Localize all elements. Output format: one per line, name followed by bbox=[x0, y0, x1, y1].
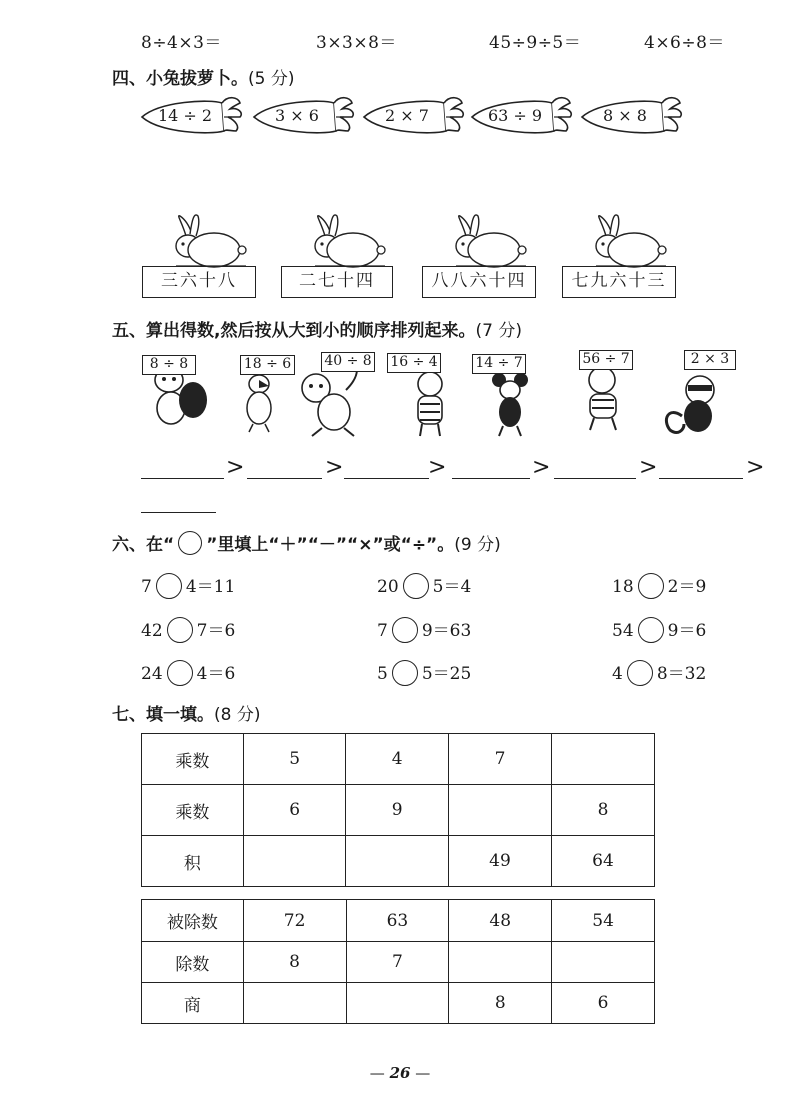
table-cell[interactable] bbox=[346, 836, 449, 887]
answer-blank[interactable] bbox=[247, 478, 322, 479]
operator-circle[interactable] bbox=[638, 573, 664, 599]
rabbit-icon bbox=[158, 212, 248, 270]
rabbit-label: 七九六十三 bbox=[562, 266, 676, 298]
section5-title: 五、算出得数,然后按从大到小的顺序排列起来。 bbox=[112, 321, 476, 341]
operator-question bbox=[377, 616, 471, 645]
operand-left: 7 bbox=[377, 621, 388, 641]
table-row-label: 积 bbox=[142, 836, 244, 887]
operator-circle[interactable] bbox=[392, 660, 418, 686]
answer-blank[interactable] bbox=[659, 478, 743, 479]
table-cell: 7 bbox=[449, 734, 552, 785]
answer-blank[interactable] bbox=[344, 478, 429, 479]
table-cell[interactable] bbox=[449, 942, 552, 983]
operator-question bbox=[141, 659, 235, 688]
expression-3: 45÷9÷5＝ bbox=[489, 33, 582, 53]
operator-question bbox=[612, 572, 706, 601]
table-cell: 4 bbox=[346, 734, 449, 785]
division-table bbox=[141, 899, 655, 1024]
operator-question bbox=[141, 616, 235, 645]
table-cell: 48 bbox=[449, 900, 552, 942]
page-footer bbox=[0, 1064, 800, 1082]
carrot-expression: 2 × 7 bbox=[385, 106, 429, 125]
expression-sign: 40 ÷ 8 bbox=[321, 352, 375, 372]
footer-dash-right: — bbox=[415, 1064, 431, 1082]
carrot bbox=[580, 95, 685, 140]
operand-right: 7＝6 bbox=[196, 621, 236, 641]
operand-left: 5 bbox=[377, 664, 388, 684]
expression-sign: 16 ÷ 4 bbox=[387, 353, 441, 373]
section7-points: (8 分) bbox=[214, 705, 261, 725]
section4-points: (5 分) bbox=[248, 69, 295, 89]
operator-question bbox=[377, 659, 471, 688]
table-cell: 9 bbox=[346, 785, 449, 836]
table-cell: 7 bbox=[346, 942, 449, 983]
rabbit-label: 三六十八 bbox=[142, 266, 256, 298]
rabbit-label: 八八六十四 bbox=[422, 266, 536, 298]
operator-circle[interactable] bbox=[167, 617, 193, 643]
operand-left: 4 bbox=[612, 664, 623, 684]
carrot bbox=[470, 95, 575, 140]
section6-title-b: ”里填上“＋”“－”“×”或“÷”。 bbox=[206, 535, 455, 555]
operand-left: 42 bbox=[141, 621, 163, 641]
answer-blank[interactable] bbox=[141, 478, 224, 479]
table-cell[interactable] bbox=[551, 734, 654, 785]
rabbit-icon bbox=[297, 212, 387, 270]
multiplication-table bbox=[141, 733, 655, 887]
table-cell[interactable] bbox=[243, 983, 346, 1024]
operand-right: 5＝25 bbox=[421, 664, 472, 684]
greater-than-sign: > bbox=[532, 455, 551, 480]
section6-title-a: 六、在“ bbox=[112, 535, 175, 555]
rabbit-icon bbox=[578, 212, 668, 270]
operand-left: 18 bbox=[612, 577, 634, 597]
operand-left: 20 bbox=[377, 577, 399, 597]
greater-than-sign: > bbox=[226, 455, 245, 480]
table-row-label: 被除数 bbox=[142, 900, 244, 942]
footer-dash-left: — bbox=[369, 1064, 385, 1082]
greater-than-sign: > bbox=[428, 455, 447, 480]
table-row-label: 商 bbox=[142, 983, 244, 1024]
table-cell: 5 bbox=[243, 734, 346, 785]
answer-blank[interactable] bbox=[141, 512, 216, 513]
section7-title: 七、填一填。 bbox=[112, 705, 214, 725]
operand-right: 9＝63 bbox=[421, 621, 472, 641]
answer-blank[interactable] bbox=[554, 478, 636, 479]
table-row-label: 乘数 bbox=[142, 734, 244, 785]
operand-right: 5＝4 bbox=[432, 577, 472, 597]
answer-blank[interactable] bbox=[452, 478, 530, 479]
page-number: 26 bbox=[389, 1064, 411, 1082]
expression-sign: 18 ÷ 6 bbox=[240, 355, 295, 375]
expression-1: 8÷4×3＝ bbox=[141, 33, 222, 53]
expression-sign: 14 ÷ 7 bbox=[472, 354, 526, 374]
carrot-expression: 3 × 6 bbox=[275, 106, 319, 125]
table-cell: 64 bbox=[551, 836, 654, 887]
operator-circle[interactable] bbox=[403, 573, 429, 599]
expression-sign: 8 ÷ 8 bbox=[142, 355, 196, 375]
carrot-expression: 8 × 8 bbox=[603, 106, 647, 125]
expression-sign: 2 × 3 bbox=[684, 350, 736, 370]
section4-heading bbox=[112, 64, 294, 89]
greater-than-sign: > bbox=[639, 455, 658, 480]
operand-right: 4＝6 bbox=[196, 664, 236, 684]
operand-left: 7 bbox=[141, 577, 152, 597]
operand-left: 24 bbox=[141, 664, 163, 684]
carrot-expression: 63 ÷ 9 bbox=[487, 106, 543, 125]
table-row-label: 除数 bbox=[142, 942, 244, 983]
section6-heading bbox=[112, 530, 501, 557]
greater-than-sign: > bbox=[746, 455, 765, 480]
operator-circle[interactable] bbox=[627, 660, 653, 686]
table-cell: 6 bbox=[552, 983, 655, 1024]
table-cell: 49 bbox=[449, 836, 552, 887]
greater-than-sign: > bbox=[325, 455, 344, 480]
operand-right: 4＝11 bbox=[185, 577, 236, 597]
expression-2: 3×3×8＝ bbox=[316, 33, 397, 53]
section5-points: (7 分) bbox=[475, 321, 522, 341]
rabbit-label: 二七十四 bbox=[281, 266, 393, 298]
operator-circle[interactable] bbox=[167, 660, 193, 686]
operator-circle[interactable] bbox=[156, 573, 182, 599]
operator-question bbox=[612, 616, 706, 645]
table-cell[interactable] bbox=[243, 836, 346, 887]
section7-heading bbox=[112, 700, 260, 725]
table-cell: 72 bbox=[243, 900, 346, 942]
operator-question bbox=[377, 572, 471, 601]
operand-left: 54 bbox=[612, 621, 634, 641]
operator-circle[interactable] bbox=[392, 617, 418, 643]
carrot bbox=[362, 95, 467, 140]
section6-points: (9 分) bbox=[454, 535, 501, 555]
operator-circle[interactable] bbox=[638, 617, 664, 643]
operator-question bbox=[141, 572, 235, 601]
operand-right: 2＝9 bbox=[667, 577, 707, 597]
table-cell: 8 bbox=[243, 942, 346, 983]
table-cell[interactable] bbox=[449, 785, 552, 836]
table-cell: 63 bbox=[346, 900, 449, 942]
table-row-label: 乘数 bbox=[142, 785, 244, 836]
expression-sign: 56 ÷ 7 bbox=[579, 350, 633, 370]
operator-question bbox=[612, 659, 706, 688]
circle-icon bbox=[178, 531, 202, 555]
table-cell[interactable] bbox=[552, 942, 655, 983]
carrot bbox=[140, 95, 245, 140]
carrot bbox=[252, 95, 357, 140]
section5-heading bbox=[112, 316, 522, 341]
rabbit-icon bbox=[438, 212, 528, 270]
table-cell: 54 bbox=[552, 900, 655, 942]
expression-4: 4×6÷8＝ bbox=[644, 33, 725, 53]
operand-right: 9＝6 bbox=[667, 621, 707, 641]
table-cell[interactable] bbox=[346, 983, 449, 1024]
operand-right: 8＝32 bbox=[656, 664, 707, 684]
table-cell: 8 bbox=[551, 785, 654, 836]
table-cell: 6 bbox=[243, 785, 346, 836]
section4-title: 四、小兔拔萝卜。 bbox=[112, 69, 248, 89]
carrot-expression: 14 ÷ 2 bbox=[157, 106, 213, 125]
table-cell: 8 bbox=[449, 983, 552, 1024]
